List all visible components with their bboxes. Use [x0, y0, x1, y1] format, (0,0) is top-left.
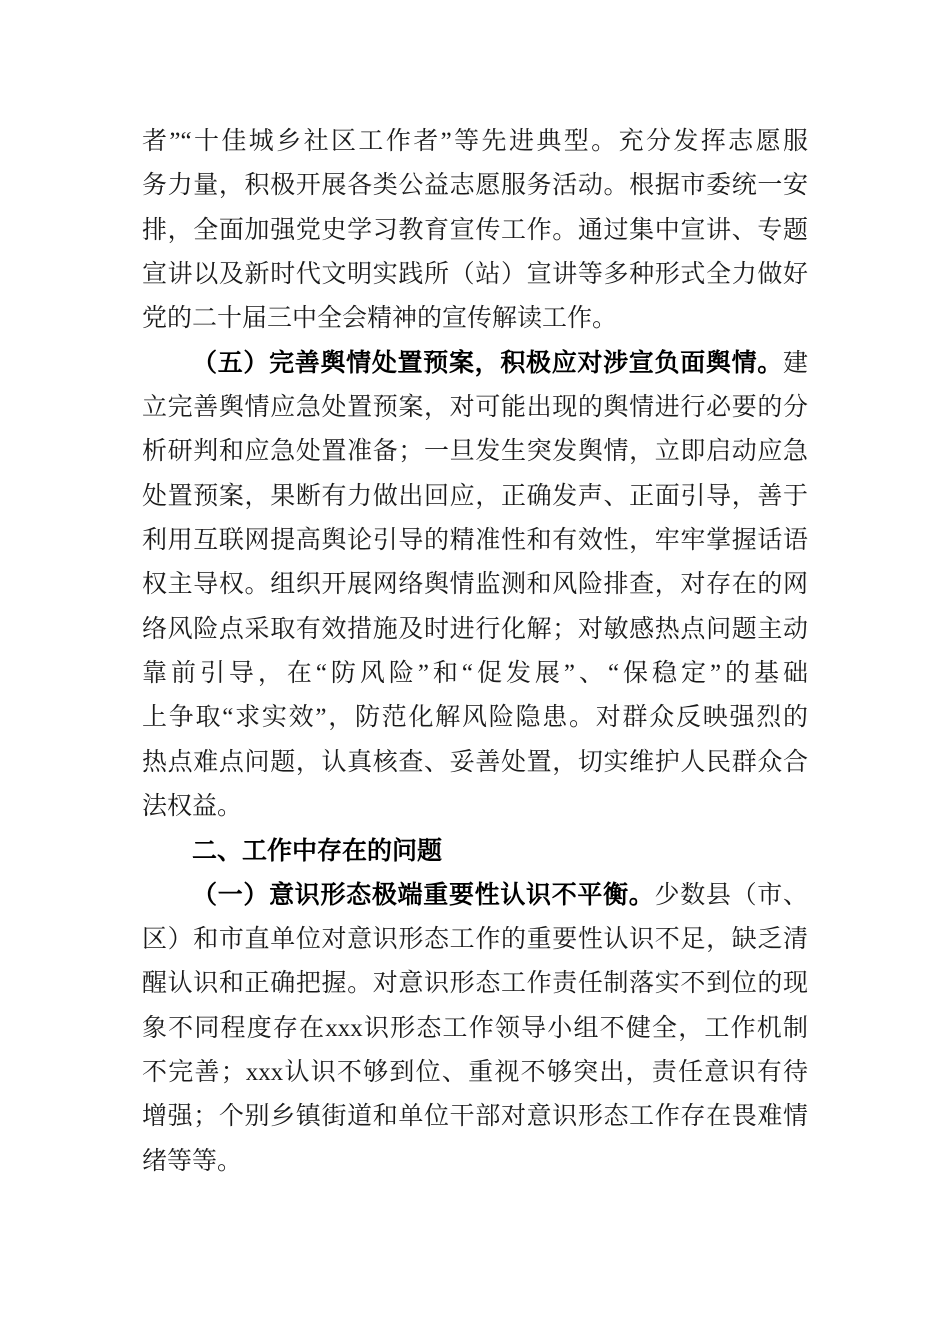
paragraph-lead-bold: （一）意识形态极端重要性认识不平衡。 — [192, 881, 655, 909]
paragraph-lead-rest: 建 — [782, 349, 808, 377]
text-line: 排，全面加强党史学习教育宣传工作。通过集中宣讲、专题 — [142, 216, 808, 244]
section-heading: 二、工作中存在的问题 — [192, 837, 443, 866]
text-line: 处置预案，果断有力做出回应，正确发声、正面引导，善于 — [142, 482, 808, 510]
text-line: 利用互联网提高舆论引导的精准性和有效性，牢牢掌握话语 — [142, 526, 808, 554]
text-line: 法权益。 — [142, 792, 243, 820]
text-line: 上争取“求实效”，防范化解风险隐患。对群众反映强烈的 — [142, 704, 808, 732]
text-line: 醒认识和正确把握。对意识形态工作责任制落实不到位的现 — [142, 970, 808, 998]
text-line: 增强；个别乡镇街道和单位干部对意识形态工作存在畏难情 — [142, 1103, 808, 1131]
text-line: 热点难点问题，认真核查、妥善处置，切实维护人民群众合 — [142, 748, 808, 776]
text-line: 络风险点采取有效措施及时进行化解；对敏感热点问题主动 — [142, 615, 808, 643]
text-line: 区）和市直单位对意识形态工作的重要性认识不足，缺乏清 — [142, 925, 808, 953]
text-line: 立完善舆情应急处置预案，对可能出现的舆情进行必要的分 — [142, 393, 808, 421]
paragraph-first-line — [142, 342, 808, 386]
text-line: 靠前引导，在“防风险”和“促发展”、“保稳定”的基础 — [142, 659, 808, 687]
paragraph-first-line — [142, 874, 808, 918]
text-line: 务力量，积极开展各类公益志愿服务活动。根据市委统一安 — [142, 172, 808, 200]
text-line: 析研判和应急处置准备；一旦发生突发舆情，立即启动应急 — [142, 438, 808, 466]
document-page — [142, 120, 808, 1184]
text-line: 不完善；xxx认识不够到位、重视不够突出，责任意识有待 — [142, 1058, 808, 1086]
text-line: 党的二十届三中全会精神的宣传解读工作。 — [142, 305, 618, 333]
text-line: 者”“十佳城乡社区工作者”等先进典型。充分发挥志愿服 — [142, 128, 808, 155]
text-line: 象不同程度存在xxx识形态工作领导小组不健全，工作机制 — [142, 1014, 808, 1042]
text-line: 绪等等。 — [142, 1147, 243, 1175]
text-line: 宣讲以及新时代文明实践所（站）宣讲等多种形式全力做好 — [142, 260, 808, 288]
paragraph-lead-bold: （五）完善舆情处置预案，积极应对涉宣负面舆情。 — [192, 349, 783, 377]
paragraph-lead-rest: 少数县（市、 — [654, 881, 808, 909]
text-line: 权主导权。组织开展网络舆情监测和风险排查，对存在的网 — [142, 571, 808, 599]
